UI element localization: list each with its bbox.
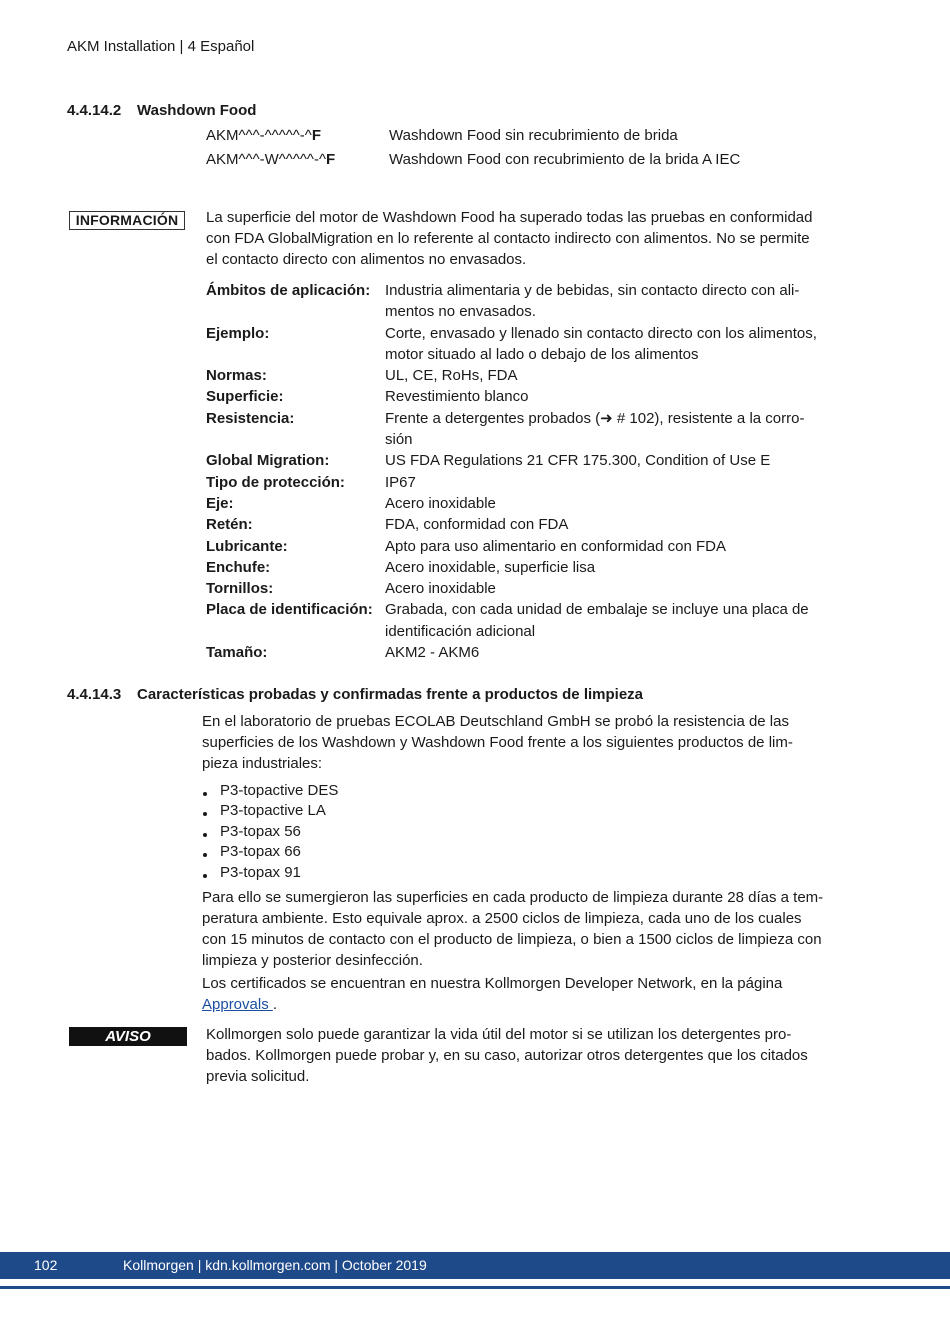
value-line: mentos no envasados. [385,303,536,321]
notice-label-box: AVISO [69,1027,187,1046]
text-line: el contacto directo con alimentos no envasados. [206,251,527,268]
spec-key: Superficie: [206,388,284,406]
page-number: 102 [34,1257,58,1273]
spec-value [385,493,836,514]
variant-code [206,151,389,168]
spec-key: Global Migration: [206,452,330,470]
text-line: con 15 minutos de contacto con el producto de limpieza, o bien a 1500 ciclos de limpieza con [202,931,822,948]
value-line: Revestimiento blanco [385,388,529,406]
spec-key: Tipo de protección: [206,473,345,491]
value-line: sión [385,431,413,449]
text-line: previa solicitud. [206,1068,310,1085]
text-line: pieza industriales: [202,755,323,772]
value-line: Acero inoxidable, superficie lisa [385,558,596,576]
spec-row [206,599,836,642]
value-line: Corte, envasado y llenado sin contacto directo con los alimentos, [385,324,817,342]
variant-row [206,127,678,144]
variant-description: Washdown Food con recubrimiento de la brida A IEC [389,151,741,168]
value-line: Acero inoxidable [385,494,496,512]
spec-key: Placa de identificación: [206,601,373,619]
spec-row [206,493,836,514]
value-line: AKM2 - AKM6 [385,644,480,662]
certificates-paragraph [202,973,847,1015]
text-line: Kollmorgen solo puede garantizar la vida útil del motor si se utilizan los detergentes pro- [206,1026,792,1043]
value-line: FDA, conformidad con FDA [385,516,569,534]
text-line: peratura ambiente. Esto equivale aprox. a 2500 ciclos de limpieza, cada uno de los cuales [202,910,802,927]
text-line: Los certificados se encuentran en nuestra Kollmorgen Developer Network, en la página [202,975,783,992]
list-item: P3-topax 91 [202,863,338,883]
spec-row [206,472,836,493]
section-number: 4.4.14.2 [67,102,122,119]
spec-value [385,472,836,493]
spec-value [385,280,836,323]
text-line: superficies de los Washdown y Washdown Food frente a los siguientes productos de lim- [202,734,793,751]
section-heading-cleaning-products [67,686,643,703]
text-line: limpieza y posterior desinfección. [202,952,423,969]
footer-rule [0,1286,950,1289]
notice-paragraph [206,1024,846,1087]
section-title: Washdown Food [137,102,257,119]
footer-text: Kollmorgen | kdn.kollmorgen.com | October 2019 [123,1257,427,1273]
variant-code-suffix: F [311,127,322,144]
text-line: bados. Kollmorgen puede probar y, en su caso, autorizar otros detergentes que los citados [206,1047,808,1064]
list-item: P3-topactive DES [202,781,338,801]
text-line: con FDA GlobalMigration en lo referente al contacto indirecto con alimentos. No se permite [206,230,810,247]
spec-key: Tamaño: [206,644,268,662]
spec-value [385,323,836,366]
spec-key: Enchufe: [206,558,271,576]
value-line: US FDA Regulations 21 CFR 175.300, Condition of Use E [385,452,771,470]
spec-row [206,536,836,557]
spec-value [385,386,836,407]
spec-value [385,514,836,535]
intro-paragraph [202,711,842,774]
spec-row [206,450,836,471]
spec-key: Ámbitos de aplicación: [206,282,371,299]
spec-row [206,386,836,407]
list-item: P3-topactive LA [202,801,338,821]
value-line: motor situado al lado o debajo de los alimentos [385,345,699,363]
spec-value [385,557,836,578]
section-title: Características probadas y confirmadas frente a productos de limpieza [137,686,644,703]
spec-key: Eje: [206,494,234,512]
text-punctuation: . [272,996,278,1013]
spec-value [385,536,836,557]
variant-code-prefix: AKM^^^-^^^^^-^ [206,127,312,144]
value-line: Frente a detergentes probados (➜ # 102), resistente a la corro- [385,409,805,427]
spec-key: Ejemplo: [206,324,270,342]
spec-row [206,642,836,663]
list-item: P3-topax 56 [202,822,338,842]
value-line: Grabada, con cada unidad de embalaje se incluye una placa de [385,601,809,619]
section-heading-washdown-food [67,102,256,119]
info-paragraph [206,207,846,270]
section-number: 4.4.14.3 [67,686,122,703]
spec-key: Tornillos: [206,580,274,598]
spec-value [385,599,836,642]
value-line: Acero inoxidable [385,580,496,598]
text-line [202,994,847,1015]
spec-value [385,642,836,663]
spec-key: Resistencia: [206,409,295,427]
spec-row [206,557,836,578]
spec-value [385,408,836,451]
variant-code-suffix: F [326,151,336,168]
variant-code [206,127,389,144]
test-description-paragraph [202,887,847,971]
value-line: Apto para uso alimentario en conformidad con FDA [385,537,727,555]
spec-value [385,450,836,471]
variant-code-prefix: AKM^^^-W^^^^^-^ [206,151,326,168]
spec-row [206,578,836,599]
running-header: AKM Installation | 4 Español [67,38,255,55]
info-label-box: INFORMACIÓN [69,211,185,230]
spec-row [206,323,836,366]
spec-key: Retén: [206,516,253,534]
spec-key: Lubricante: [206,537,288,555]
value-line: identificación adicional [385,622,536,640]
text-line: Para ello se sumergieron las superficies en cada producto de limpieza durante 28 días a tem- [202,889,824,906]
value-line: IP67 [385,473,416,491]
text-line: La superficie del motor de Washdown Food ha superado todas las pruebas en conformidad [206,209,813,226]
spec-value [385,578,836,599]
list-item: P3-topax 66 [202,842,338,862]
cleaning-product-list [202,781,338,883]
approvals-link[interactable]: Approvals [202,996,273,1013]
value-line: UL, CE, RoHs, FDA [385,367,518,385]
spec-value [385,365,836,386]
spec-row [206,280,836,323]
spec-row [206,514,836,535]
spec-key: Normas: [206,367,267,385]
spec-table [206,280,836,663]
spec-row [206,365,836,386]
variant-row [206,151,740,168]
text-line: En el laboratorio de pruebas ECOLAB Deutschland GmbH se probó la resistencia de las [202,713,789,730]
footer-bar [0,1252,950,1279]
spec-row [206,408,836,451]
value-line: Industria alimentaria y de bebidas, sin contacto directo con ali- [385,282,800,299]
variant-description: Washdown Food sin recubrimiento de brida [389,127,678,144]
